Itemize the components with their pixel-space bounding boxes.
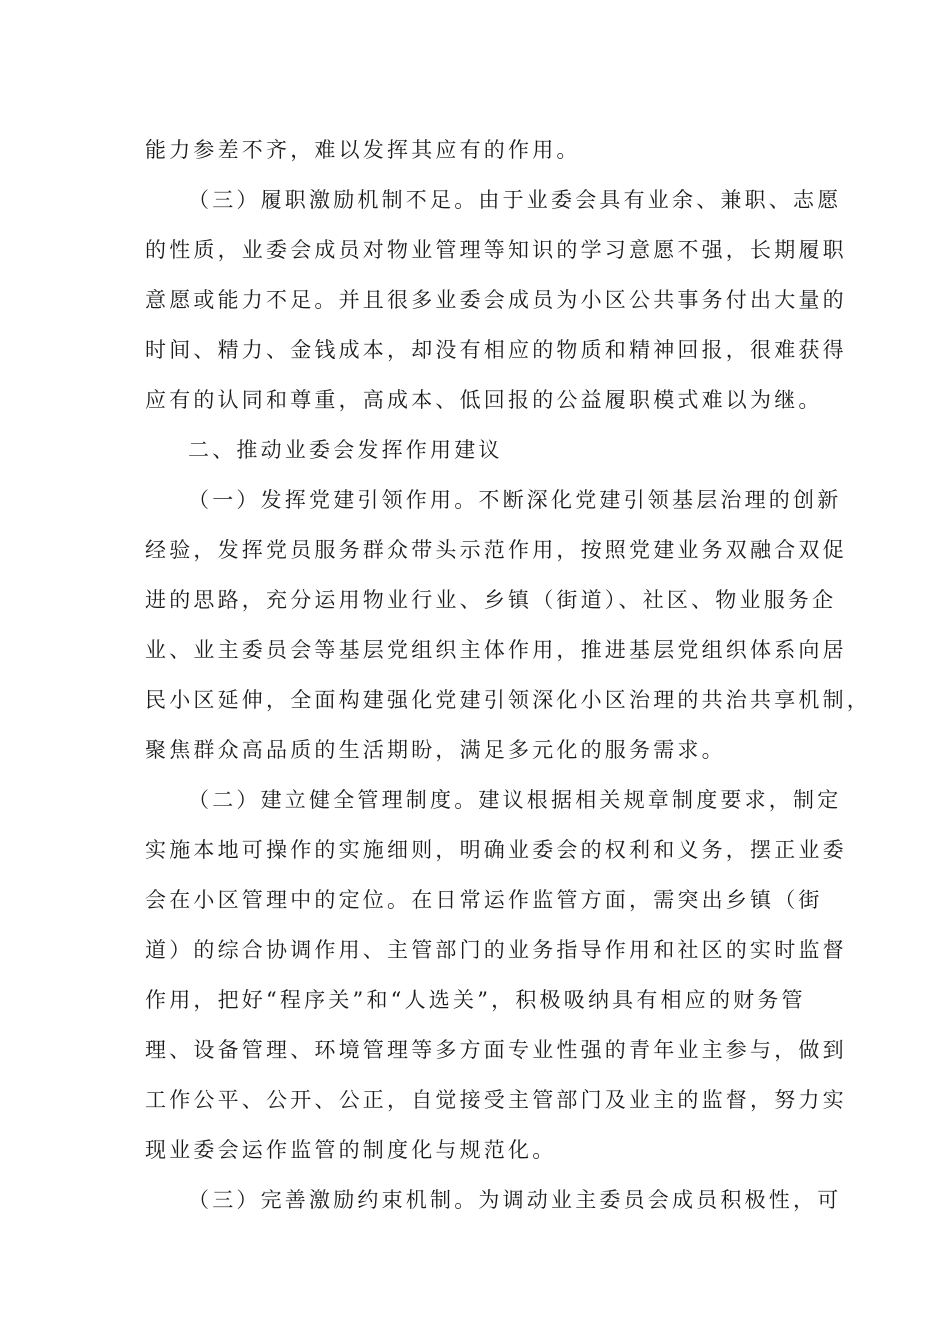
body-text-line: 能力参差不齐，难以发挥其应有的作用。 [145, 138, 581, 162]
body-text-line: 意愿或能力不足。并且很多业委会成员为小区公共事务付出大量的 [145, 288, 847, 312]
body-text-line: 道）的综合协调作用、主管部门的业务指导作用和社区的实时监督 [145, 938, 847, 962]
paragraph-first-line: （三）履职激励机制不足。由于业委会具有业余、兼职、志愿 [188, 188, 842, 212]
body-text-line: 进的思路，充分运用物业行业、乡镇（街道）、社区、物业服务企 [145, 588, 837, 612]
body-text-line: 业、业主委员会等基层党组织主体作用，推进基层党组织体系向居 [145, 638, 847, 662]
body-text-line: 实施本地可操作的实施细则，明确业委会的权利和义务，摆正业委 [145, 838, 847, 862]
body-text-line: 理、设备管理、环境管理等多方面专业性强的青年业主参与，做到 [145, 1038, 847, 1062]
body-text-line: 应有的认同和尊重，高成本、低回报的公益履职模式难以为继。 [145, 388, 823, 412]
paragraph-first-line: （二）建立健全管理制度。建议根据相关规章制度要求，制定 [188, 788, 842, 812]
section-heading: 二、推动业委会发挥作用建议 [188, 438, 503, 462]
body-text-line: 经验，发挥党员服务群众带头示范作用，按照党建业务双融合双促 [145, 538, 847, 562]
body-text-line: 时间、精力、金钱成本，却没有相应的物质和精神回报，很难获得 [145, 338, 847, 362]
paragraph-first-line: （一）发挥党建引领作用。不断深化党建引领基层治理的创新 [188, 488, 842, 512]
body-text-line: 民小区延伸，全面构建强化党建引领深化小区治理的共治共享机制， [145, 688, 871, 712]
paragraph-first-line: （三）完善激励约束机制。为调动业主委员会成员积极性，可 [188, 1188, 842, 1212]
body-text-line: 工作公平、公开、公正，自觉接受主管部门及业主的监督，努力实 [145, 1088, 847, 1112]
body-text-line: 作用，把好“程序关”和“人选关”，积极吸纳具有相应的财务管 [145, 988, 806, 1012]
body-text-line: 会在小区管理中的定位。在日常运作监管方面，需突出乡镇（街 [145, 888, 823, 912]
body-text-line: 聚焦群众高品质的生活期盼，满足多元化的服务需求。 [145, 738, 726, 762]
body-text-line: 现业委会运作监管的制度化与规范化。 [145, 1138, 557, 1162]
body-text-line: 的性质，业委会成员对物业管理等知识的学习意愿不强，长期履职 [145, 238, 847, 262]
